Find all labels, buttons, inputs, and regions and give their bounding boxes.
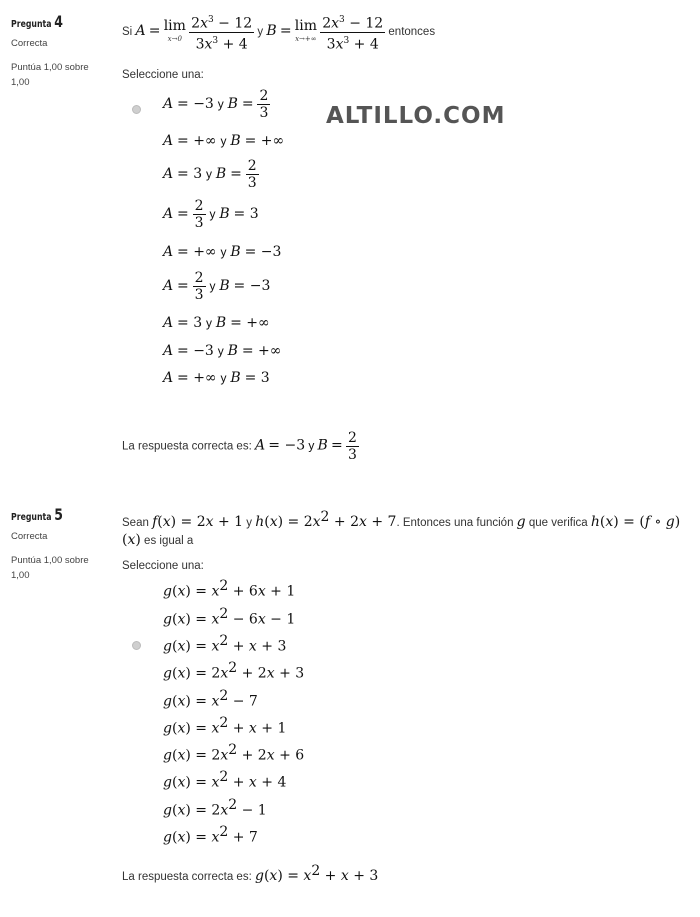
answer-option[interactable]: A = $\frac{2}{3}$ y B = −3 (163, 270, 271, 303)
question-grade: Puntúa 1,00 sobre 1,00 (11, 62, 89, 88)
answer-option[interactable]: $g(x) = x^2 + 6x + 1$ (163, 578, 296, 600)
right-answer: La respuesta correcta es: A = −3 y B = $\frac{2}{3}$ (122, 430, 357, 463)
question-state: Correcta (11, 531, 48, 542)
radio-selected[interactable] (132, 105, 141, 114)
answer-option[interactable]: $g(x) = x^2 + 7$ (163, 824, 258, 846)
answer-option[interactable]: A = $\frac{2}{3}$ y B = 3 (163, 198, 259, 231)
right-answer: La respuesta correcta es: $g(x) = x^2 + x + 3$ (122, 863, 379, 884)
answer-option[interactable]: A = 3 y B = $\frac{2}{3}$ (163, 158, 257, 191)
question-grade: Puntúa 1,00 sobre 1,00 (11, 555, 89, 581)
question-number: Pregunta 5 (11, 505, 63, 524)
answer-option[interactable]: $g(x) = x^2 + x + 3$ (163, 633, 287, 655)
answer-option[interactable]: A = +∞ y B = +∞ (163, 133, 285, 149)
answer-option[interactable]: $g(x) = x^2 - 6x - 1$ (163, 606, 296, 628)
question-text: Sean f(x) = 2x + 1 y $h(x) = 2x^2 + 2x + 7$. Entonces una función g que verifica h(x) = (f ∘ g)(x) es igual a (122, 509, 681, 548)
watermark: ALTILLO.COM (326, 103, 506, 129)
question-info (11, 505, 111, 583)
answer-option[interactable]: $g(x) = 2x^2 - 1$ (163, 797, 267, 819)
answer-option[interactable]: A = +∞ y B = 3 (163, 370, 270, 386)
answer-option[interactable]: $g(x) = x^2 + x + 4$ (163, 769, 287, 791)
answer-option[interactable]: A = −3 y B = +∞ (163, 343, 282, 359)
question-state: Correcta (11, 38, 48, 49)
answer-option[interactable]: A = 3 y B = +∞ (163, 315, 270, 331)
answer-option[interactable]: $g(x) = x^2 + x + 1$ (163, 715, 287, 737)
select-prompt: Seleccione una: (122, 560, 204, 572)
answer-option[interactable]: A = +∞ y B = −3 (163, 244, 282, 260)
answer-option[interactable]: A = −3 y B = $\frac{2}{3}$ (163, 88, 269, 121)
question-text: Si A = lim x→0 $\frac{2x^3 - 12}{3x^3 + 4}$ y B = lim x→+∞ $\frac{2x^3 - 12}{3x^3 + 4}$ entonces (122, 12, 435, 52)
question-info (11, 12, 111, 90)
answer-option[interactable]: $g(x) = 2x^2 + 2x + 3$ (163, 660, 305, 682)
answer-option[interactable]: $g(x) = 2x^2 + 2x + 6$ (163, 742, 305, 764)
select-prompt: Seleccione una: (122, 69, 204, 81)
answer-option[interactable]: $g(x) = x^2 - 7$ (163, 688, 258, 710)
radio-selected[interactable] (132, 641, 141, 650)
question-number: Pregunta 4 (11, 12, 63, 31)
